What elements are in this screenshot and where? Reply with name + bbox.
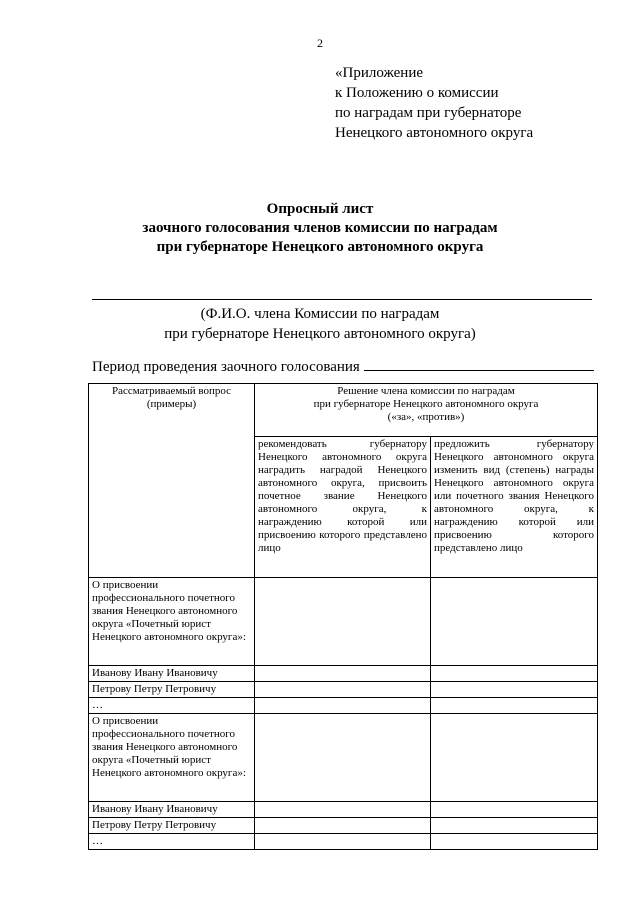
nominee-name: … — [89, 834, 255, 850]
voting-table — [88, 383, 598, 850]
vote-cell[interactable] — [255, 818, 431, 834]
question-cell: О присвоении профессионального почетного звания Ненецкого автономного округа «Почетный юрист Ненецкого автономного округа»: — [89, 714, 255, 802]
vote-cell[interactable] — [255, 802, 431, 818]
vote-cell[interactable] — [255, 682, 431, 698]
vote-cell[interactable] — [255, 698, 431, 714]
nominee-name: … — [89, 698, 255, 714]
nominee-name: Иванову Ивану Ивановичу — [89, 802, 255, 818]
vote-cell[interactable] — [255, 714, 431, 802]
period-blank[interactable] — [364, 356, 594, 371]
voting-period — [92, 356, 594, 376]
document-title — [0, 200, 640, 257]
member-name-blank[interactable] — [92, 299, 592, 300]
vote-cell[interactable] — [431, 834, 598, 850]
appendix-line: Ненецкого автономного округа — [335, 125, 534, 141]
vote-cell[interactable] — [431, 578, 598, 666]
appendix-line: к Положению о комиссии — [335, 85, 499, 101]
member-name-caption — [0, 304, 640, 344]
vote-cell[interactable] — [255, 666, 431, 682]
question-cell: О присвоении профессионального почетного звания Ненецкого автономного округа «Почетный юрист Ненецкого автономного округа»: — [89, 578, 255, 666]
caption-line: (Ф.И.О. члена Комиссии по наградам — [200, 306, 440, 322]
vote-cell[interactable] — [431, 698, 598, 714]
nominee-name: Иванову Ивану Ивановичу — [89, 666, 255, 682]
header-question: Рассматриваемый вопрос (примеры) — [89, 384, 255, 578]
appendix-line: по наградам при губернаторе — [335, 105, 522, 121]
vote-cell[interactable] — [255, 834, 431, 850]
vote-cell[interactable] — [431, 714, 598, 802]
vote-cell[interactable] — [431, 666, 598, 682]
nominee-name: Петрову Петру Петровичу — [89, 682, 255, 698]
vote-cell[interactable] — [255, 578, 431, 666]
title-line: заочного голосования членов комиссии по наградам — [142, 220, 498, 236]
vote-cell[interactable] — [431, 682, 598, 698]
header-option-change: предложить губернатору Ненецкого автономного округа изменить вид (степень) награды Ненецкого автономного округа или почетного звания Ненецкого автономного округа, к награждению которой или присвоению которого представлено лицо — [431, 437, 598, 578]
appendix-header — [335, 63, 533, 143]
vote-cell[interactable] — [431, 818, 598, 834]
page-number: 2 — [317, 36, 323, 50]
caption-line: при губернаторе Ненецкого автономного округа) — [164, 326, 476, 342]
period-label: Период проведения заочного голосования — [92, 359, 360, 375]
title-line: при губернаторе Ненецкого автономного округа — [156, 239, 484, 255]
header-decision: Решение члена комиссии по наградам при губернаторе Ненецкого автономного округа («за», «против») — [255, 384, 598, 437]
title-line: Опросный лист — [266, 201, 374, 217]
header-option-recommend: рекомендовать губернатору Ненецкого автономного округа наградить наградой Ненецкого автономного округа, присвоить почетное звание Ненецкого автономного округа, к награждению которой или присвоению которого представлено лицо — [255, 437, 431, 578]
nominee-name: Петрову Петру Петровичу — [89, 818, 255, 834]
appendix-line: «Приложение — [335, 65, 424, 81]
vote-cell[interactable] — [431, 802, 598, 818]
